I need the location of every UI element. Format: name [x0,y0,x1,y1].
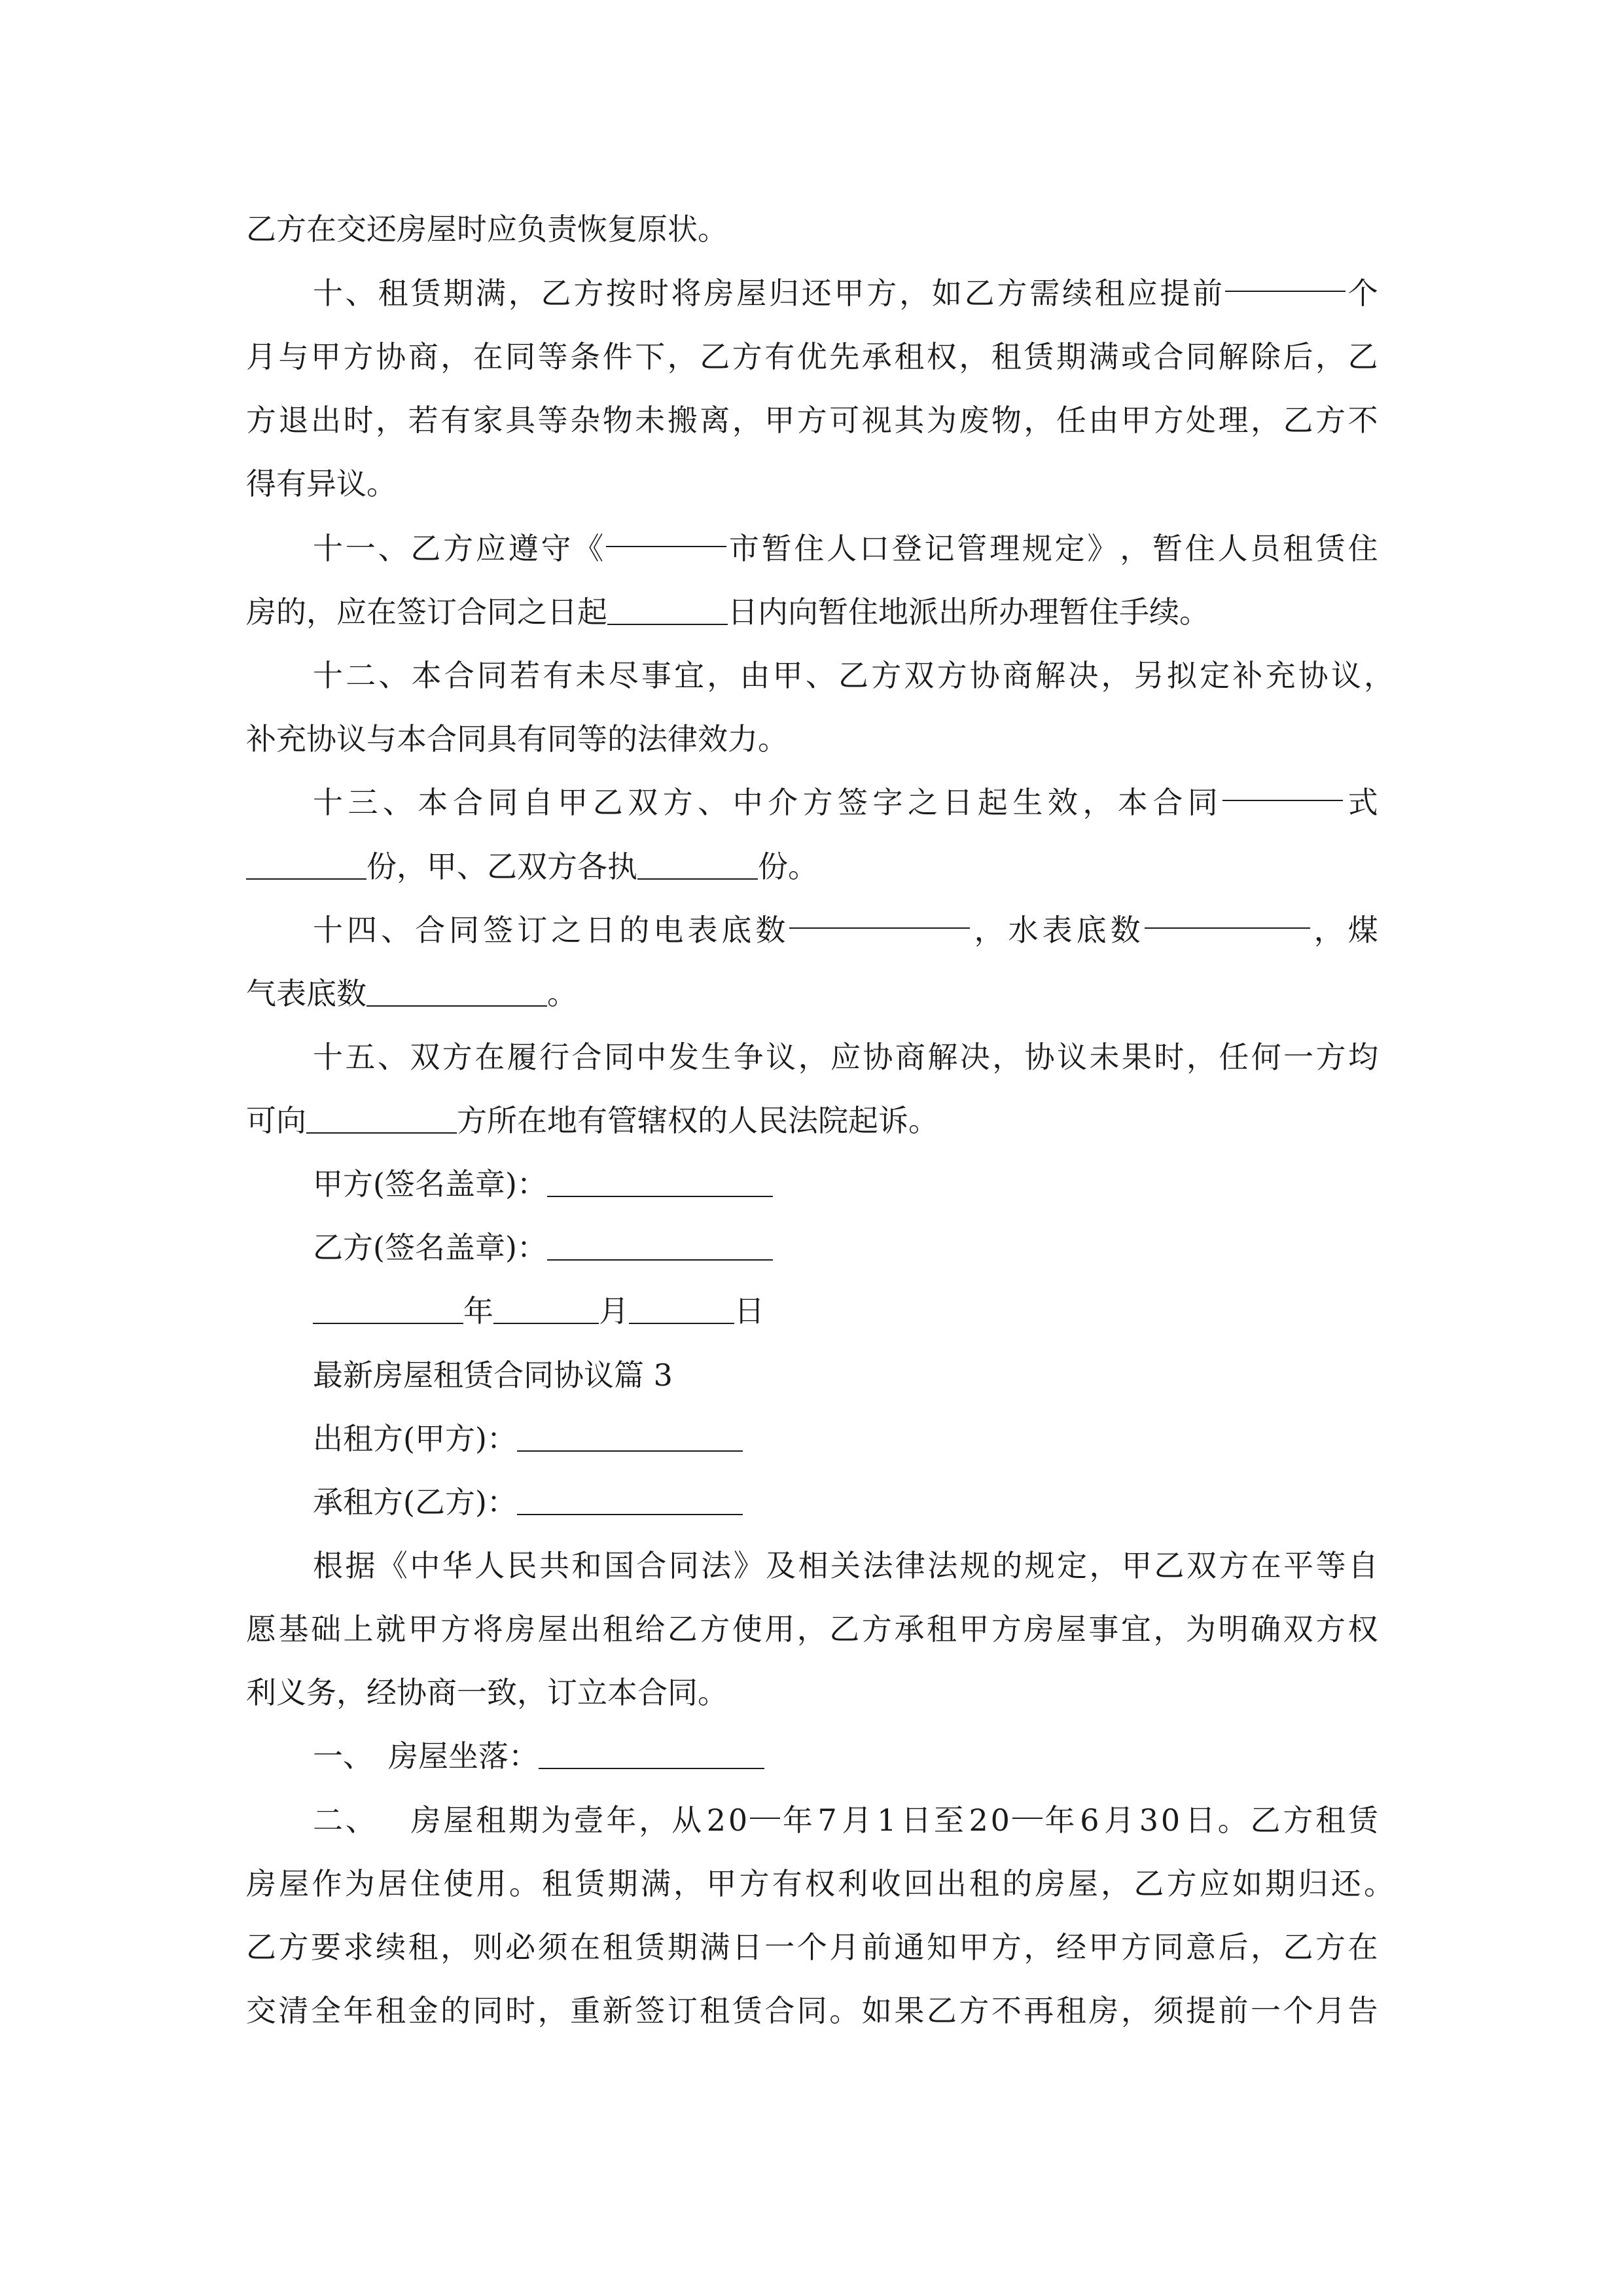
fill-in-blank [1225,264,1346,292]
text-line: 二 、 房 屋 租 期 为 壹 年 ， 从 2 0 年 7 月 1 日 至 2 0 年 6 月 3 0 日 。 乙 方 租 赁 [313,1789,1378,1852]
text-line: 补充协议与本合同具有同等的法律效力。 [246,721,788,757]
text-line: 房的，应在签订合同之日起 日内向暂住地派出所办理暂住手续。 [246,594,1209,630]
fill-in-blank [607,598,728,625]
fill-in-blank [789,901,970,929]
text-line: 气表底数 。 [246,976,577,1011]
text-line: 方 退 出 时 ， 若 有 家 具 等 杂 物 未 搬 离 ， 甲 方 可 视 其 为 废 物 ， 任 由 甲 方 处 理 ， 乙 方 不 [246,403,1378,438]
fill-in-blank [629,1297,734,1324]
text-line: 可向 方所在地有管辖权的人民法院起诉。 [246,1103,938,1138]
fill-in-blank [306,1106,457,1134]
text-line: 一、 房屋坐落： [313,1725,1452,1788]
text-line: 交 清 全 年 租 金 的 同 时 ， 重 新 签 订 租 赁 合 同 。 如 果 乙 方 不 再 租 房 ， 须 提 前 一 个 月 告 [246,1993,1378,2028]
fill-in-blank [313,1297,463,1324]
text-line: 乙方在交还房屋时应负责恢复原状。 [246,211,728,247]
date-line: 年 月 日 [313,1280,1452,1343]
signature-line-party-a: 甲方(签名盖章)： [313,1153,1452,1216]
section-title: 最新房屋租赁合同协议篇 3 [313,1357,673,1393]
fill-in-blank [547,1170,773,1197]
fill-in-blank [517,1424,743,1452]
text-line: 十 四 、 合 同 签 订 之 日 的 电 表 底 数 ， 水 表 底 数 ， 煤 [313,899,1378,962]
fill-in-blank [1222,774,1343,801]
lessor-line: 出租方(甲方)： [313,1407,1452,1471]
fill-in-blank [606,520,726,547]
text-line: 十 一 、 乙 方 应 遵 守 《 市 暂 住 人 口 登 记 管 理 规 定 》 ， 暂 住 人 员 租 赁 住 [313,517,1378,581]
fill-in-blank [246,852,366,880]
text-line: 房 屋 作 为 居 住 使 用 。 租 赁 期 满 ， 甲 方 有 权 利 收 回 出 租 的 房 屋 ， 乙 方 应 如 期 归 还 。 [246,1866,1394,1901]
fill-in-blank [539,1742,764,1769]
text-line: 利义务，经协商一致，订立本合同。 [246,1675,728,1710]
text-line: 根 据 《 中 华 人 民 共 和 国 合 同 法 》 及 相 关 法 律 法 规 的 规 定 ， 甲 乙 双 方 在 平 等 自 [313,1548,1378,1583]
fill-in-blank [493,1297,599,1324]
fill-in-blank [547,1233,773,1261]
text-line: 十 二 、 本 合 同 若 有 未 尽 事 宜 ， 由 甲 、 乙 方 双 方 协 商 解 决 ， 另 拟 定 补 充 协 议 ， [313,658,1394,693]
fill-in-blank [1012,1791,1043,1819]
text-line: 十 三 、 本 合 同 自 甲 乙 双 方 、 中 介 方 签 字 之 日 起 生 效 ， 本 合 同 式 [313,771,1378,834]
fill-in-blank [517,1488,743,1515]
text-line: 得有异议。 [246,466,397,501]
fill-in-blank [1145,901,1310,929]
fill-in-blank [637,852,758,880]
text-line: 月 与 甲 方 协 商 ， 在 同 等 条 件 下 ， 乙 方 有 优 先 承 租 权 ， 租 赁 期 满 或 合 同 解 除 后 ， 乙 [246,339,1378,374]
signature-line-party-b: 乙方(签名盖章)： [313,1216,1452,1280]
lessee-line: 承租方(乙方)： [313,1471,1452,1534]
text-line: 十 、 租 赁 期 满 ， 乙 方 按 时 将 房 屋 归 还 甲 方 ， 如 乙 方 需 续 租 应 提 前 个 [313,262,1378,325]
fill-in-blank [366,979,547,1007]
text-line: 份，甲、乙双方各执 份。 [246,835,1385,899]
fill-in-blank [750,1791,780,1819]
text-line: 十 五 、 双 方 在 履 行 合 同 中 发 生 争 议 ， 应 协 商 解 决 ， 协 议 未 果 时 ， 任 何 一 方 均 [313,1039,1378,1075]
text-line: 愿 基 础 上 就 甲 方 将 房 屋 出 租 给 乙 方 使 用 ， 乙 方 承 租 甲 方 房 屋 事 宜 ， 为 明 确 双 方 权 [246,1611,1378,1647]
text-line: 乙 方 要 求 续 租 ， 则 必 须 在 租 赁 期 满 日 一 个 月 前 通 知 甲 方 ， 经 甲 方 同 意 后 ， 乙 方 在 [246,1929,1378,1965]
